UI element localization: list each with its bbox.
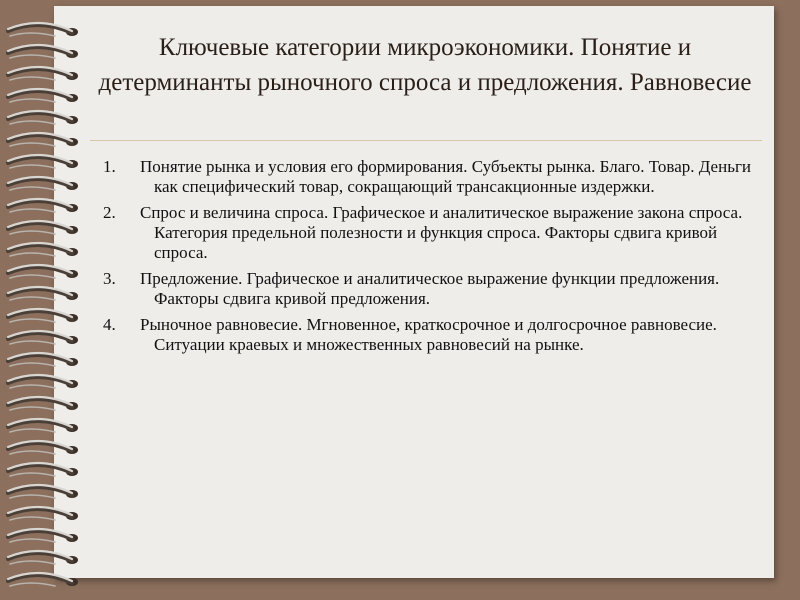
spiral-curl	[10, 495, 55, 498]
item-number: 2.	[103, 203, 116, 222]
spiral-curl	[10, 55, 55, 58]
spiral-curl	[10, 121, 55, 124]
spiral-curl	[10, 99, 55, 102]
title-divider	[90, 140, 762, 141]
list-item	[103, 203, 763, 263]
spiral-curl	[10, 187, 55, 190]
spiral-curl	[10, 539, 55, 542]
item-number: 4.	[103, 315, 116, 334]
list-item	[103, 157, 763, 197]
topic-list	[103, 157, 763, 361]
spiral-curl	[10, 143, 55, 146]
list-item	[103, 269, 763, 309]
spiral-curl	[10, 407, 55, 410]
spiral-curl	[10, 341, 55, 344]
item-text: Предложение. Графическое и аналитическое выражение функции предложения. Факторы сдвига кривой предложения.	[140, 269, 720, 308]
spiral-curl	[10, 77, 55, 80]
spiral-curl	[10, 363, 55, 366]
spiral-curl	[10, 561, 55, 564]
list-item	[103, 315, 763, 355]
item-number: 3.	[103, 269, 116, 288]
spiral-curl	[10, 275, 55, 278]
spiral-curl	[10, 451, 55, 454]
spiral-binding-icon	[0, 0, 95, 600]
spiral-curl	[10, 253, 55, 256]
spiral-curl	[10, 231, 55, 234]
slide-title: Ключевые категории микроэкономики. Понятие и детерминанты рыночного спроса и предложения. Равновесие	[98, 34, 752, 96]
item-number: 1.	[103, 157, 116, 176]
spiral-curl	[10, 429, 55, 432]
spiral-curl	[10, 165, 55, 168]
item-text: Рыночное равновесие. Мгновенное, краткосрочное и долгосрочное равновесие. Ситуации краевых и множественных равновесий на рынке.	[140, 315, 717, 354]
spiral-curl	[10, 297, 55, 300]
spiral-curl	[10, 319, 55, 322]
spiral-curl	[10, 385, 55, 388]
item-text: Понятие рынка и условия его формирования. Субъекты рынка. Благо. Товар. Деньги как специфический товар, сокращающий трансакционные издержки.	[140, 157, 752, 196]
spiral-curl	[10, 33, 55, 36]
spiral-curl	[10, 209, 55, 212]
spiral-curl	[10, 517, 55, 520]
spiral-curl	[10, 473, 55, 476]
spiral-curl	[10, 583, 55, 586]
item-text: Спрос и величина спроса. Графическое и аналитическое выражение закона спроса. Категория предельной полезности и функция спроса. Факторы сдвига кривой спроса.	[140, 203, 743, 262]
